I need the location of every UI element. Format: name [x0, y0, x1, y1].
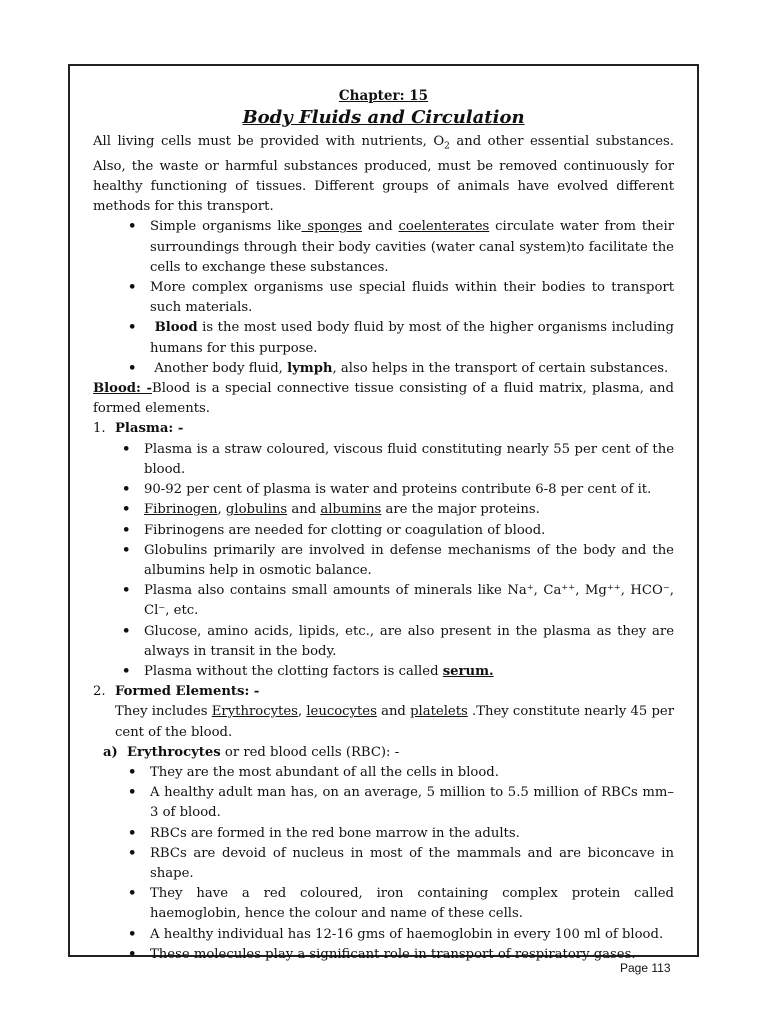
subsection-letter: a): [103, 744, 118, 760]
bullet-text: More complex organisms use special fluids within their bodies to transport such materials.: [150, 280, 674, 316]
term-fibrinogen: Fibrinogen: [144, 502, 218, 518]
term-leucocytes: leucocytes: [306, 704, 377, 720]
formed-elements-text: [93, 702, 674, 742]
page-number: Page 113: [620, 961, 671, 975]
bullet-text: , also helps in the transport of certain substances.: [332, 360, 669, 376]
list-item: [144, 500, 674, 520]
list-item: [150, 318, 674, 358]
list-item: [144, 521, 674, 541]
term-globulins: globulins: [225, 502, 288, 518]
bullet-text: RBCs are devoid of nucleus in most of the mammals and are biconcave in shape.: [150, 845, 674, 881]
bullet-text: and: [287, 502, 321, 518]
list-item: [150, 359, 674, 379]
blood-label: Blood: -: [93, 381, 152, 397]
plasma-heading: [93, 419, 674, 439]
list-item: [144, 440, 674, 480]
bullet-text: A healthy individual has 12-16 gms of haemoglobin in every 100 ml of blood.: [150, 926, 664, 942]
bullet-text: Plasma also contains small amounts of minerals like Na⁺, Ca⁺⁺, Mg⁺⁺, HCO⁻, Cl⁻, etc.: [144, 583, 674, 619]
term-sponges: sponges: [301, 219, 362, 235]
list-item: [150, 217, 674, 278]
intro-bullet-list: [93, 217, 674, 379]
list-item: [150, 884, 674, 924]
paragraph-text: and: [376, 704, 411, 720]
list-item: [150, 844, 674, 884]
list-item: [150, 925, 674, 945]
bullet-text: Fibrinogens are needed for clotting or coagulation of blood.: [144, 522, 546, 538]
intro-text-1: All living cells must be provided with nutrients, O: [93, 134, 445, 149]
section-number: 2.: [93, 684, 106, 700]
subsection-heading: Erythrocytes: [127, 744, 221, 760]
intro-text-2: and other essential substances. Also, the waste or harmful substances produced, must be removed continuously for healthy functioning of tissues. Different groups of animals have evolved different methods for this transport.: [93, 134, 674, 215]
section-heading: Formed Elements: -: [115, 684, 260, 700]
term-albumins: albumins: [320, 502, 382, 518]
list-item: [144, 581, 674, 621]
list-item: [144, 622, 674, 662]
section-number: 1.: [93, 421, 106, 437]
bullet-text: They have a red coloured, iron containing complex protein called haemoglobin, hence the colour and name of these cells.: [150, 886, 674, 922]
bullet-text: Plasma is a straw coloured, viscous fluid constituting nearly 55 per cent of the blood.: [144, 441, 674, 477]
bullet-text: and: [361, 219, 399, 235]
bullet-text: circulate water from their surroundings through their body cavities (water canal system)to facilitate the cells to exchange these substances.: [150, 219, 674, 275]
bullet-text: A healthy adult man has, on an average, 5 million to 5.5 million of RBCs mm–3 of blood.: [150, 785, 674, 821]
document-body: [93, 86, 674, 965]
section-heading: Plasma: -: [115, 421, 184, 437]
list-item: [144, 541, 674, 581]
bullet-text: They are the most abundant of all the cells in blood.: [150, 764, 499, 780]
chapter-title: Body Fluids and Circulation: [242, 107, 525, 128]
subsection-heading-text: or red blood cells (RBC): -: [220, 744, 400, 760]
list-item: [150, 278, 674, 318]
list-item: [144, 480, 674, 500]
list-item: [150, 783, 674, 823]
erythrocytes-heading: [93, 743, 674, 763]
list-item: [150, 763, 674, 783]
paragraph-text: They includes: [115, 704, 212, 720]
list-item: [144, 662, 674, 682]
bullet-text: is the most used body fluid by most of the higher organisms including humans for this purpose.: [150, 320, 674, 356]
plasma-bullet-list: [93, 440, 674, 682]
bullet-text: RBCs are formed in the red bone marrow in the adults.: [150, 825, 520, 841]
intro-subscript: 2: [444, 141, 450, 152]
list-item: [150, 824, 674, 844]
bullet-text: are the major proteins.: [381, 502, 540, 518]
list-item: [150, 945, 674, 965]
paragraph-text: .They constitute nearly 45 per cent of the blood.: [115, 704, 675, 740]
chapter-label: Chapter: 15: [338, 88, 429, 104]
intro-paragraph: [93, 132, 674, 217]
term-lymph: lymph: [287, 360, 333, 376]
term-blood: Blood: [154, 320, 198, 336]
bullet-text: Glucose, amino acids, lipids, etc., are also present in the plasma as they are always in transit in the body.: [144, 623, 674, 659]
bullet-text: ,: [217, 502, 226, 518]
bullet-text: Simple organisms like: [150, 219, 302, 235]
term-coelenterates: coelenterates: [398, 219, 490, 235]
rbc-bullet-list: [93, 763, 674, 965]
term-serum: serum.: [442, 663, 494, 679]
bullet-text: These molecules play a significant role in transport of respiratory gases.: [150, 946, 636, 962]
blood-definition: [93, 379, 674, 419]
bullet-text: Globulins primarily are involved in defense mechanisms of the body and the albumins help in osmotic balance.: [144, 542, 674, 578]
formed-elements-heading: [93, 682, 674, 702]
term-platelets: platelets: [410, 704, 468, 720]
bullet-text: Another body fluid,: [154, 360, 288, 376]
bullet-text: 90-92 per cent of plasma is water and proteins contribute 6-8 per cent of it.: [144, 482, 652, 498]
term-erythrocytes: Erythrocytes: [211, 704, 298, 720]
paragraph-text: ,: [297, 704, 307, 720]
blood-text: Blood is a special connective tissue consisting of a fluid matrix, plasma, and formed elements.: [93, 381, 674, 417]
bullet-text: Plasma without the clotting factors is called: [144, 663, 443, 679]
